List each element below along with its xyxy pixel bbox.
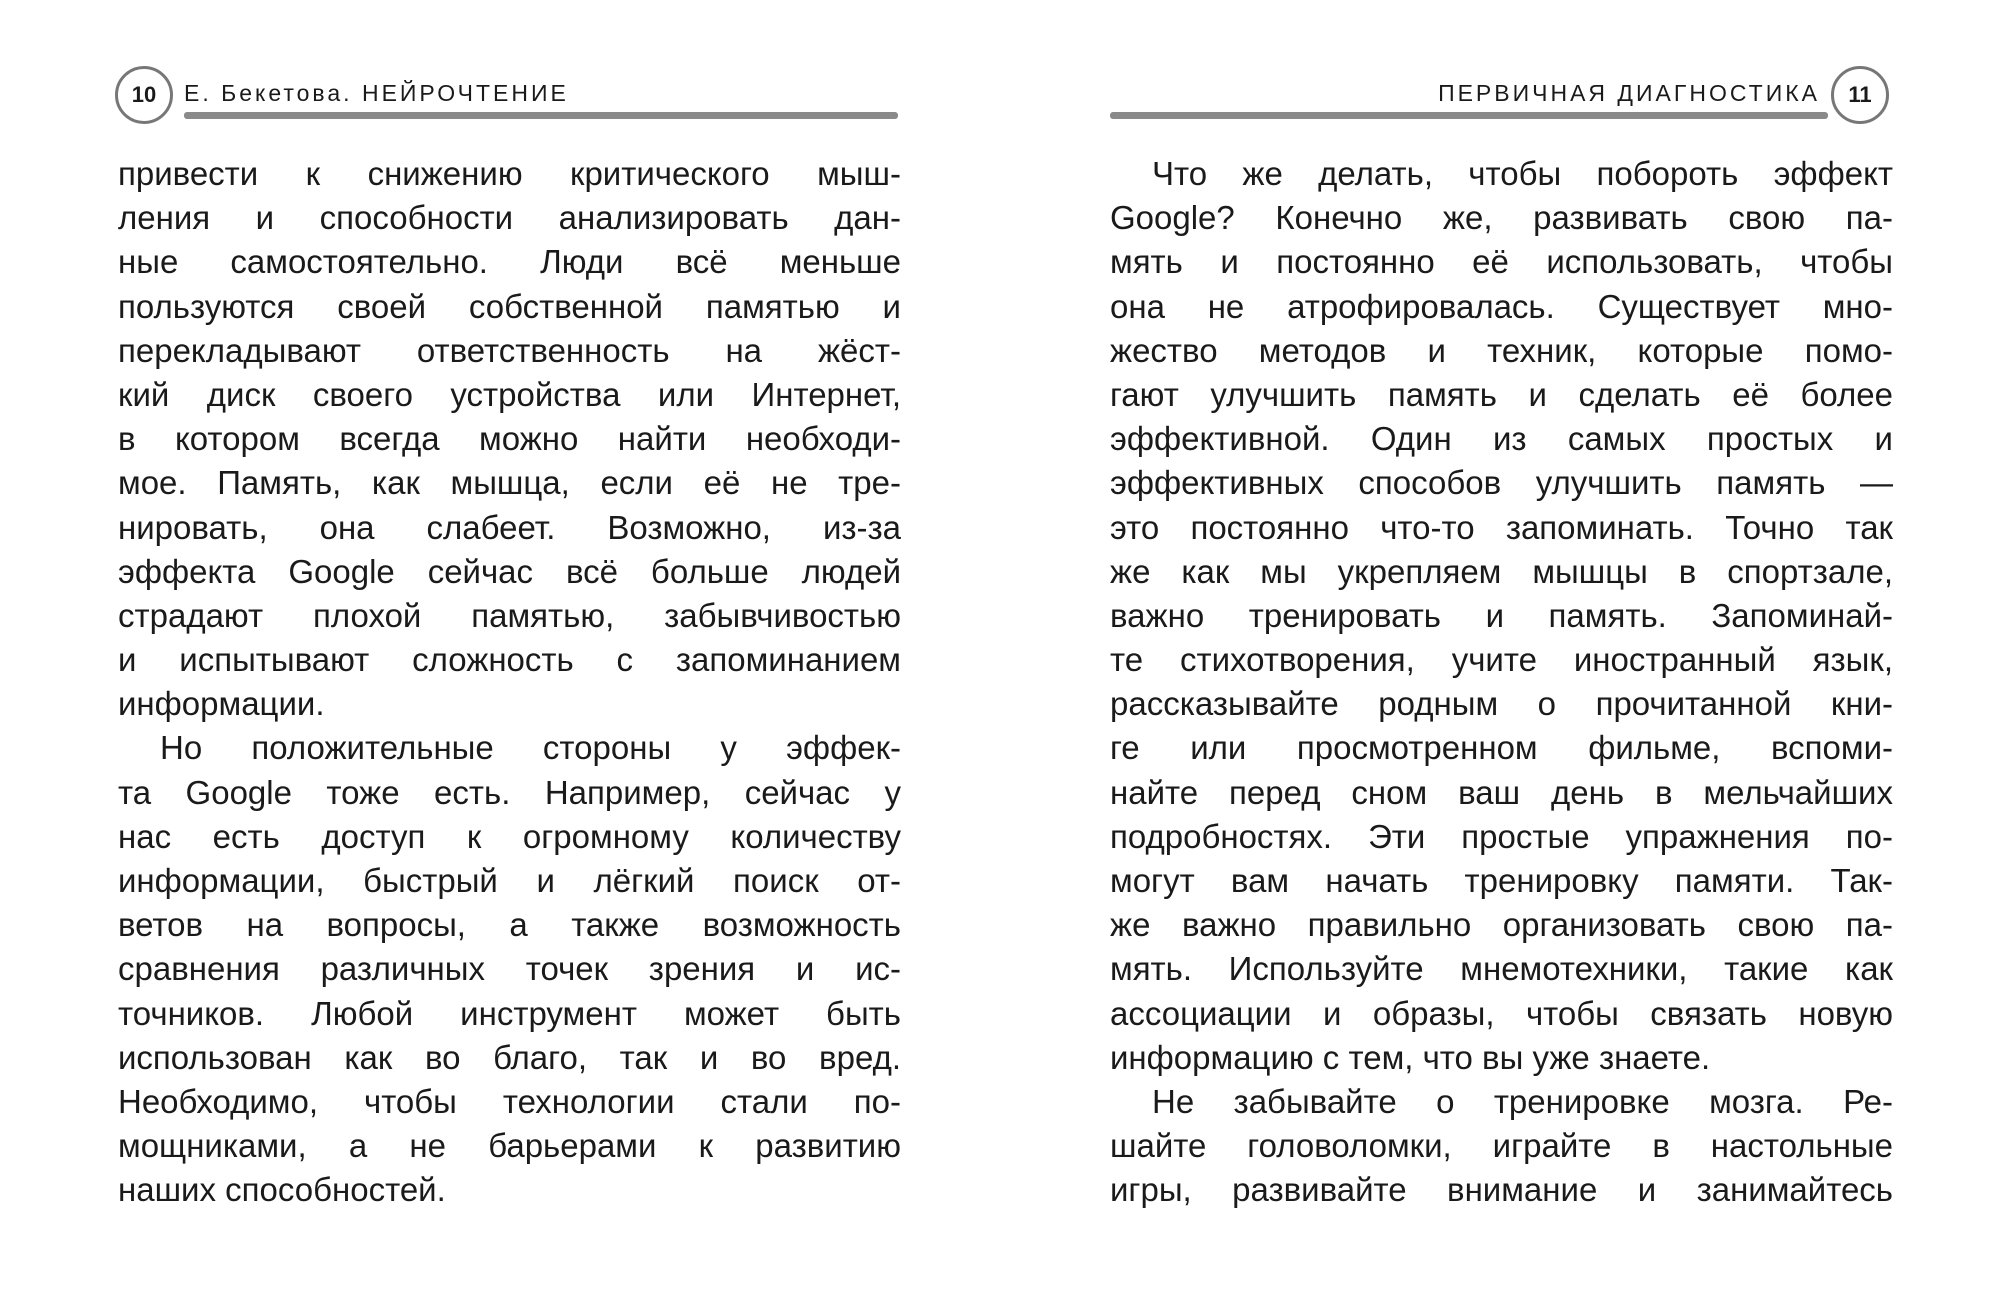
text-line: же как мы укрепляем мышцы в спортзале, — [1110, 552, 1893, 590]
text-line: та Google тоже есть. Например, сейчас у — [118, 773, 901, 811]
text-line: использован как во благо, так и во вред. — [118, 1038, 901, 1076]
text-line: нас есть доступ к огромному количеству — [118, 817, 901, 855]
text-line: пользуются своей собственной памятью и — [118, 287, 901, 325]
text-line: подробностях. Эти простые упражнения по- — [1110, 817, 1893, 855]
text-line: эффекта Google сейчас всё больше людей — [118, 552, 901, 590]
text-line: точников. Любой инструмент может быть — [118, 994, 901, 1032]
right-page — [1000, 0, 2000, 1297]
text-line: те стихотворения, учите иностранный язык, — [1110, 641, 1893, 679]
text-line: эффективных способов улучшить память — — [1110, 464, 1893, 502]
text-line: найте перед сном ваш день в мельчайших — [1110, 773, 1893, 811]
text-line: же важно правильно организовать свою па- — [1110, 906, 1893, 944]
running-header: Е. Бекетова. НЕЙРОЧТЕНИЕ — [184, 80, 569, 106]
text-line: информацию с тем, что вы уже знаете. — [1110, 1038, 1711, 1076]
text-line: ассоциации и образы, чтобы связать новую — [1110, 994, 1893, 1032]
text-line: гают улучшить память и сделать её более — [1110, 375, 1893, 413]
running-header: ПЕРВИЧНАЯ ДИАГНОСТИКА — [1438, 80, 1820, 106]
text-line: информации, быстрый и лёгкий поиск от- — [118, 862, 901, 899]
text-line: перекладывают ответственность на жёст- — [118, 331, 901, 369]
text-line: мять. Используйте мнемотехники, такие как — [1110, 950, 1893, 988]
text-line: Что же делать, чтобы побороть эффект — [1152, 155, 1893, 192]
page-number: 10 — [115, 66, 173, 124]
body-text — [118, 152, 901, 1213]
text-line: мое. Память, как мышца, если её не тре- — [118, 464, 901, 502]
header-rule — [184, 112, 898, 119]
text-line: Google? Конечно же, развивать свою па- — [1110, 199, 1893, 237]
text-line: сравнения различных точек зрения и ис- — [118, 950, 901, 988]
text-line: наших способностей. — [118, 1171, 446, 1209]
text-line: игры, развивайте внимание и занимайтесь — [1110, 1171, 1893, 1209]
text-line: и испытывают сложность с запоминанием — [118, 641, 901, 679]
text-line: ные самостоятельно. Люди всё меньше — [118, 243, 901, 281]
text-line: могут вам начать тренировку памяти. Так- — [1110, 862, 1893, 899]
page-number: 11 — [1831, 66, 1889, 124]
text-line: жество методов и техник, которые помо- — [1110, 331, 1893, 369]
text-line: Не забывайте о тренировке мозга. Ре- — [1152, 1082, 1893, 1120]
text-line: информации. — [118, 685, 325, 723]
text-line: в котором всегда можно найти необходи- — [118, 420, 901, 458]
text-line: Необходимо, чтобы технологии стали по- — [118, 1082, 901, 1120]
text-line: кий диск своего устройства или Интернет, — [118, 375, 901, 413]
text-line: привести к снижению критического мыш- — [118, 155, 901, 192]
text-line: эффективной. Один из самых простых и — [1110, 420, 1893, 458]
text-line: рассказывайте родным о прочитанной кни- — [1110, 685, 1893, 723]
text-line: Но положительные стороны у эффек- — [160, 729, 901, 767]
body-text — [1110, 152, 1893, 1213]
text-line: мощниками, а не барьерами к развитию — [118, 1127, 901, 1165]
text-line: нировать, она слабеет. Возможно, из-за — [118, 508, 901, 546]
header-rule — [1110, 112, 1828, 119]
text-line: важно тренировать и память. Запоминай- — [1110, 596, 1893, 634]
text-line: шайте головоломки, играйте в настольные — [1110, 1127, 1893, 1165]
text-line: это постоянно что-то запоминать. Точно так — [1110, 508, 1893, 546]
text-line: страдают плохой памятью, забывчивостью — [118, 596, 901, 634]
text-line: ления и способности анализировать дан- — [118, 199, 901, 237]
text-line: мять и постоянно её использовать, чтобы — [1110, 243, 1893, 281]
text-line: ветов на вопросы, а также возможность — [118, 906, 901, 944]
text-line: она не атрофировалась. Существует мно- — [1110, 287, 1893, 325]
text-line: ге или просмотренном фильме, вспоми- — [1110, 729, 1893, 767]
